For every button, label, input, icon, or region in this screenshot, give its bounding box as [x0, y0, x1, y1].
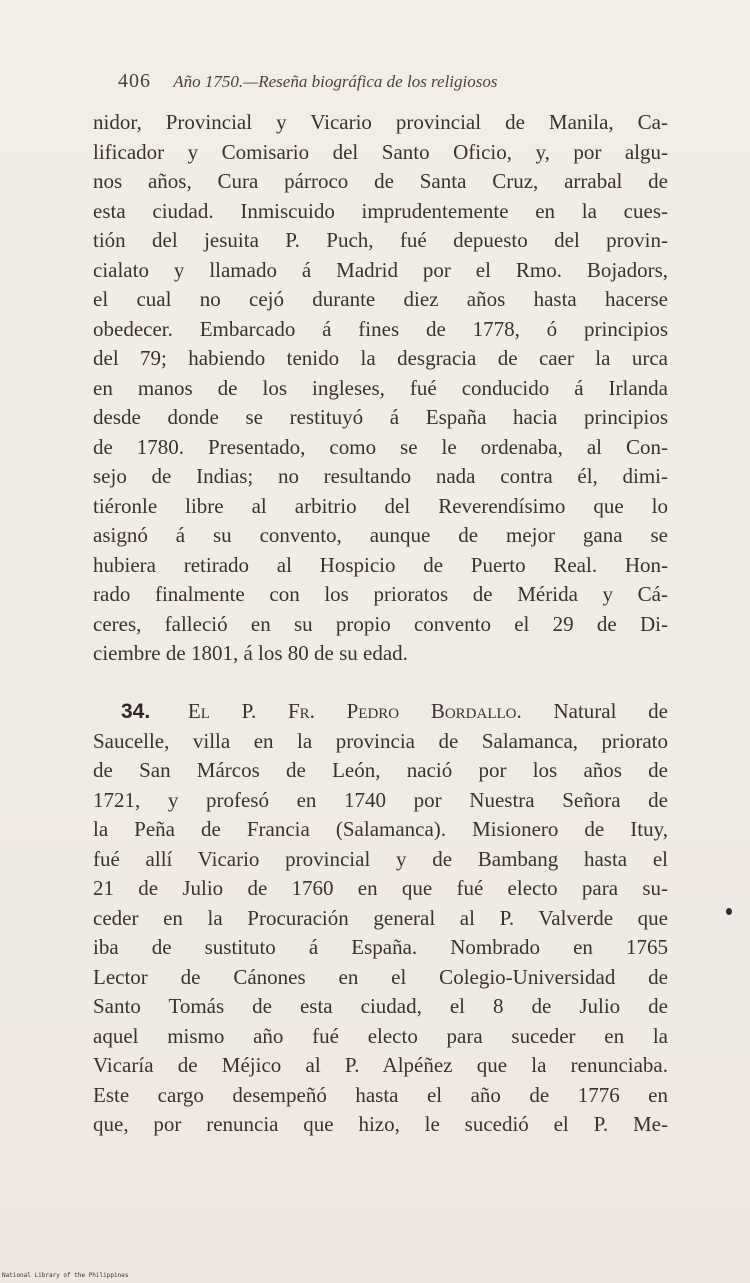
- entry-first-line-rest: Natural de: [553, 699, 668, 723]
- text-line: aquel mismo año fué electo para suceder en la: [93, 1023, 668, 1048]
- text-line: nidor, Provincial y Vicario provincial de Manila, Ca-: [93, 110, 668, 134]
- text-line: desde donde se restituyó á España hacia principios: [93, 405, 668, 429]
- text-line: que, por renuncia que hizo, le sucedió el P. Me-: [93, 1112, 668, 1136]
- text-line: Lector de Cánones en el Colegio-Universidad de: [93, 964, 668, 989]
- text-line: iba de sustituto á España. Nombrado en 1765: [93, 935, 668, 959]
- text-line: obedecer. Embarcado á fines de 1778, ó principios: [93, 316, 668, 341]
- running-head-title: Año 1750.—Reseña biográfica de los religiosos: [173, 72, 498, 91]
- text-line: de 1780. Presentado, como se le ordenaba, al Con-: [93, 434, 668, 459]
- text-line: rado finalmente con los prioratos de Mérida y Cá-: [93, 582, 668, 606]
- running-head: [118, 70, 678, 100]
- entry-number: 34.: [121, 700, 151, 723]
- library-credit: National Library of the Philippines: [2, 1272, 129, 1279]
- paragraph-entry-34: [93, 697, 668, 1140]
- text-line: Vicaría de Méjico al P. Alpéñez que la renunciaba.: [93, 1053, 668, 1077]
- text-line: Saucelle, villa en la provincia de Salamanca, priorato: [93, 728, 668, 753]
- entry-first-line: [93, 697, 668, 727]
- text-line: de San Márcos de León, nació por los años de: [93, 758, 668, 782]
- text-line: cialato y llamado á Madrid por el Rmo. Bojadors,: [93, 257, 668, 282]
- text-line: fué allí Vicario provincial y de Bambang hasta el: [93, 846, 668, 871]
- text-line: tiéronle libre al arbitrio del Reverendísimo que lo: [93, 493, 668, 518]
- text-line: el cual no cejó durante diez años hasta hacerse: [93, 287, 668, 311]
- text-line: ciembre de 1801, á los 80 de su edad.: [93, 641, 408, 665]
- text-line: asignó á su convento, aunque de mejor gana se: [93, 523, 668, 547]
- text-line: esta ciudad. Inmiscuido imprudentemente en la cues-: [93, 198, 668, 223]
- text-line: 21 de Julio de 1760 en que fué electo para su-: [93, 876, 668, 900]
- text-line: 1721, y profesó en 1740 por Nuestra Señora de: [93, 787, 668, 812]
- text-line: Este cargo desempeñó hasta el año de 1776 en: [93, 1082, 668, 1107]
- text-line: ceder en la Procuración general al P. Valverde que: [93, 905, 668, 930]
- text-line: lificador y Comisario del Santo Oficio, y, por algu-: [93, 139, 668, 164]
- text-line: hubiera retirado al Hospicio de Puerto Real. Hon-: [93, 552, 668, 577]
- text-line: en manos de los ingleses, fué conducido á Irlanda: [93, 375, 668, 400]
- text-line: la Peña de Francia (Salamanca). Misionero de Ituy,: [93, 817, 668, 841]
- text-line: del 79; habiendo tenido la desgracia de caer la urca: [93, 346, 668, 370]
- paragraph-continued: [93, 108, 668, 669]
- entry-name: El P. Fr. Pedro Bordallo.: [187, 699, 522, 723]
- margin-ink-spot: [726, 908, 732, 915]
- text-line: tión del jesuita P. Puch, fué depuesto del provin-: [93, 228, 668, 252]
- page-number: 406: [118, 70, 151, 92]
- text-line: nos años, Cura párroco de Santa Cruz, arrabal de: [93, 169, 668, 193]
- text-line: sejo de Indias; no resultando nada contra él, dimi-: [93, 464, 668, 488]
- text-line: ceres, falleció en su propio convento el 29 de Di-: [93, 611, 668, 636]
- text-line: Santo Tomás de esta ciudad, el 8 de Julio de: [93, 994, 668, 1018]
